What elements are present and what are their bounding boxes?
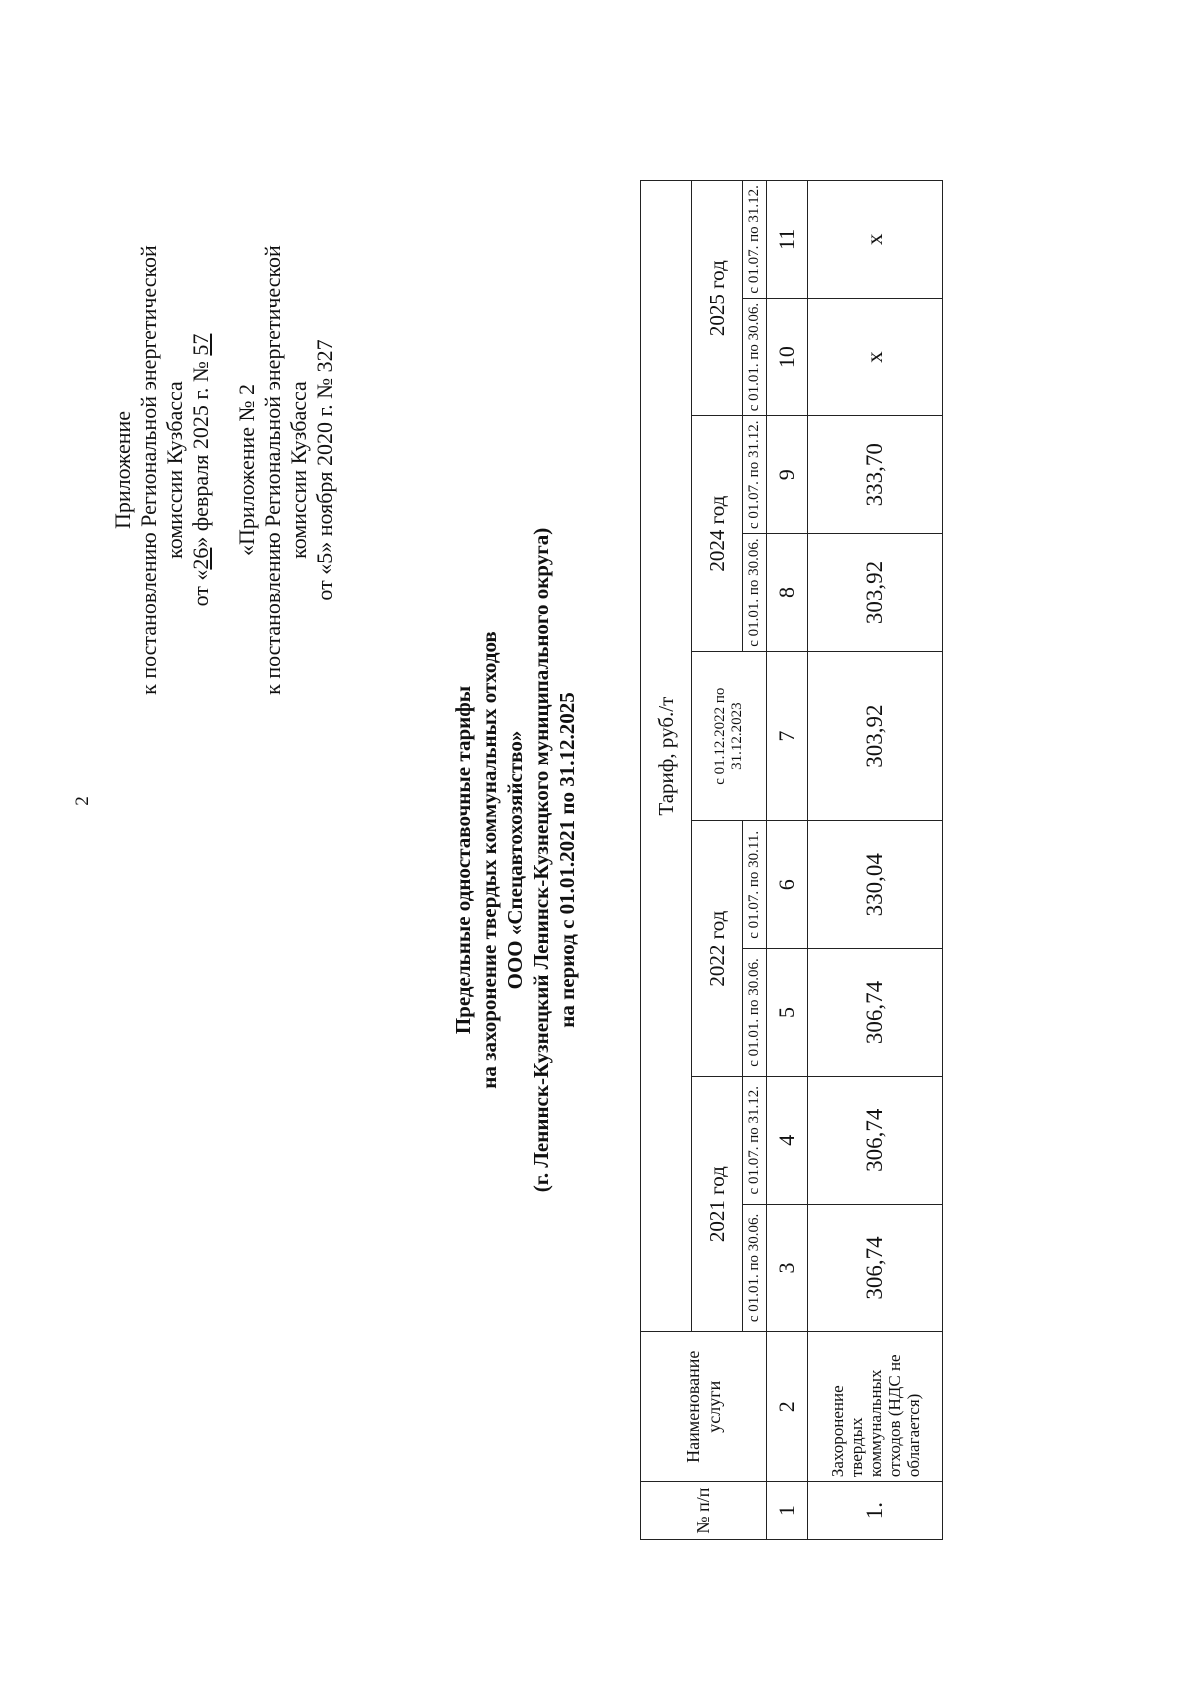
column-number: 1 <box>767 1482 808 1540</box>
column-number: 7 <box>767 651 808 821</box>
header-year-2024: 2024 год <box>692 416 743 652</box>
appendix-line: к постановлению Региональной энергетической <box>260 245 285 695</box>
column-number: 5 <box>767 949 808 1077</box>
header-year-2021: 2021 год <box>692 1076 743 1331</box>
heading-line: ООО «Спецавтохозяйство» <box>503 730 527 990</box>
header-service: Наименование услуги <box>641 1332 767 1482</box>
approval-title: Приложение <box>110 410 135 530</box>
header-year-2022: 2022 год <box>692 821 743 1076</box>
column-number: 3 <box>767 1204 808 1332</box>
header-period-6: с 01.07. по 30.11. <box>743 821 767 949</box>
tariff-table <box>640 180 943 1540</box>
approval-day: 26 <box>188 547 213 570</box>
document-heading <box>450 480 580 1240</box>
tariff-value: 306,74 <box>808 949 943 1077</box>
column-number: 4 <box>767 1076 808 1204</box>
approval-date-prefix: от « <box>188 569 213 607</box>
appendix-title: «Приложение № 2 <box>234 383 259 557</box>
header-period-3: с 01.01. по 30.06. <box>743 1204 767 1332</box>
column-number: 2 <box>767 1332 808 1482</box>
tariff-value: x <box>808 298 943 416</box>
approval-line: комиссии Кузбасса <box>162 381 187 559</box>
approval-block <box>110 190 338 750</box>
column-number: 11 <box>767 181 808 299</box>
header-year-2025: 2025 год <box>692 181 743 416</box>
tariff-value: 306,74 <box>808 1204 943 1332</box>
heading-line: на захоронение твердых коммунальных отходов <box>477 631 501 1089</box>
column-number: 9 <box>767 416 808 534</box>
column-number: 8 <box>767 534 808 652</box>
header-period-4: с 01.07. по 31.12. <box>743 1076 767 1204</box>
column-number-row <box>767 181 808 1540</box>
appendix-line: комиссии Кузбасса <box>286 381 311 559</box>
header-period-11: с 01.07. по 31.12. <box>743 181 767 299</box>
header-period-10: с 01.01. по 30.06. <box>743 298 767 416</box>
column-number: 10 <box>767 298 808 416</box>
approval-date-line <box>188 190 214 750</box>
tariff-value: x <box>808 181 943 299</box>
row-service-name: Захоронение твердых коммунальных отходов (НДС не облагается) <box>808 1332 943 1482</box>
header-period-5: с 01.01. по 30.06. <box>743 949 767 1077</box>
column-number: 6 <box>767 821 808 949</box>
heading-line: на период с 01.01.2021 по 31.12.2025 <box>555 692 579 1028</box>
tariff-value: 303,92 <box>808 534 943 652</box>
tariff-value: 306,74 <box>808 1076 943 1204</box>
approval-date-mid: » февраля 2025 г. № <box>188 361 213 548</box>
approval-number: 57 <box>188 333 213 356</box>
table-row <box>808 181 943 1540</box>
appendix-date-line: от «5» ноября 2020 г. № 327 <box>312 339 337 601</box>
row-number: 1. <box>808 1482 943 1540</box>
header-period-7: с 01.12.2022 по 31.12.2023 <box>692 651 767 821</box>
page-number: 2 <box>71 796 93 806</box>
header-period-8: с 01.01. по 30.06. <box>743 534 767 652</box>
heading-line: (г. Ленинск-Кузнецкий Ленинск-Кузнецкого муниципального округа) <box>529 527 553 1193</box>
approval-line: к постановлению Региональной энергетической <box>136 245 161 695</box>
header-period-9: с 01.07. по 31.12. <box>743 416 767 534</box>
header-tariff: Тариф, руб./т <box>641 181 692 1332</box>
heading-line: Предельные одноставочные тарифы <box>451 685 475 1035</box>
tariff-value: 303,92 <box>808 651 943 821</box>
tariff-value: 330,04 <box>808 821 943 949</box>
header-no: № п/п <box>641 1482 767 1540</box>
tariff-value: 333,70 <box>808 416 943 534</box>
rotated-sheet <box>80 50 1040 1580</box>
